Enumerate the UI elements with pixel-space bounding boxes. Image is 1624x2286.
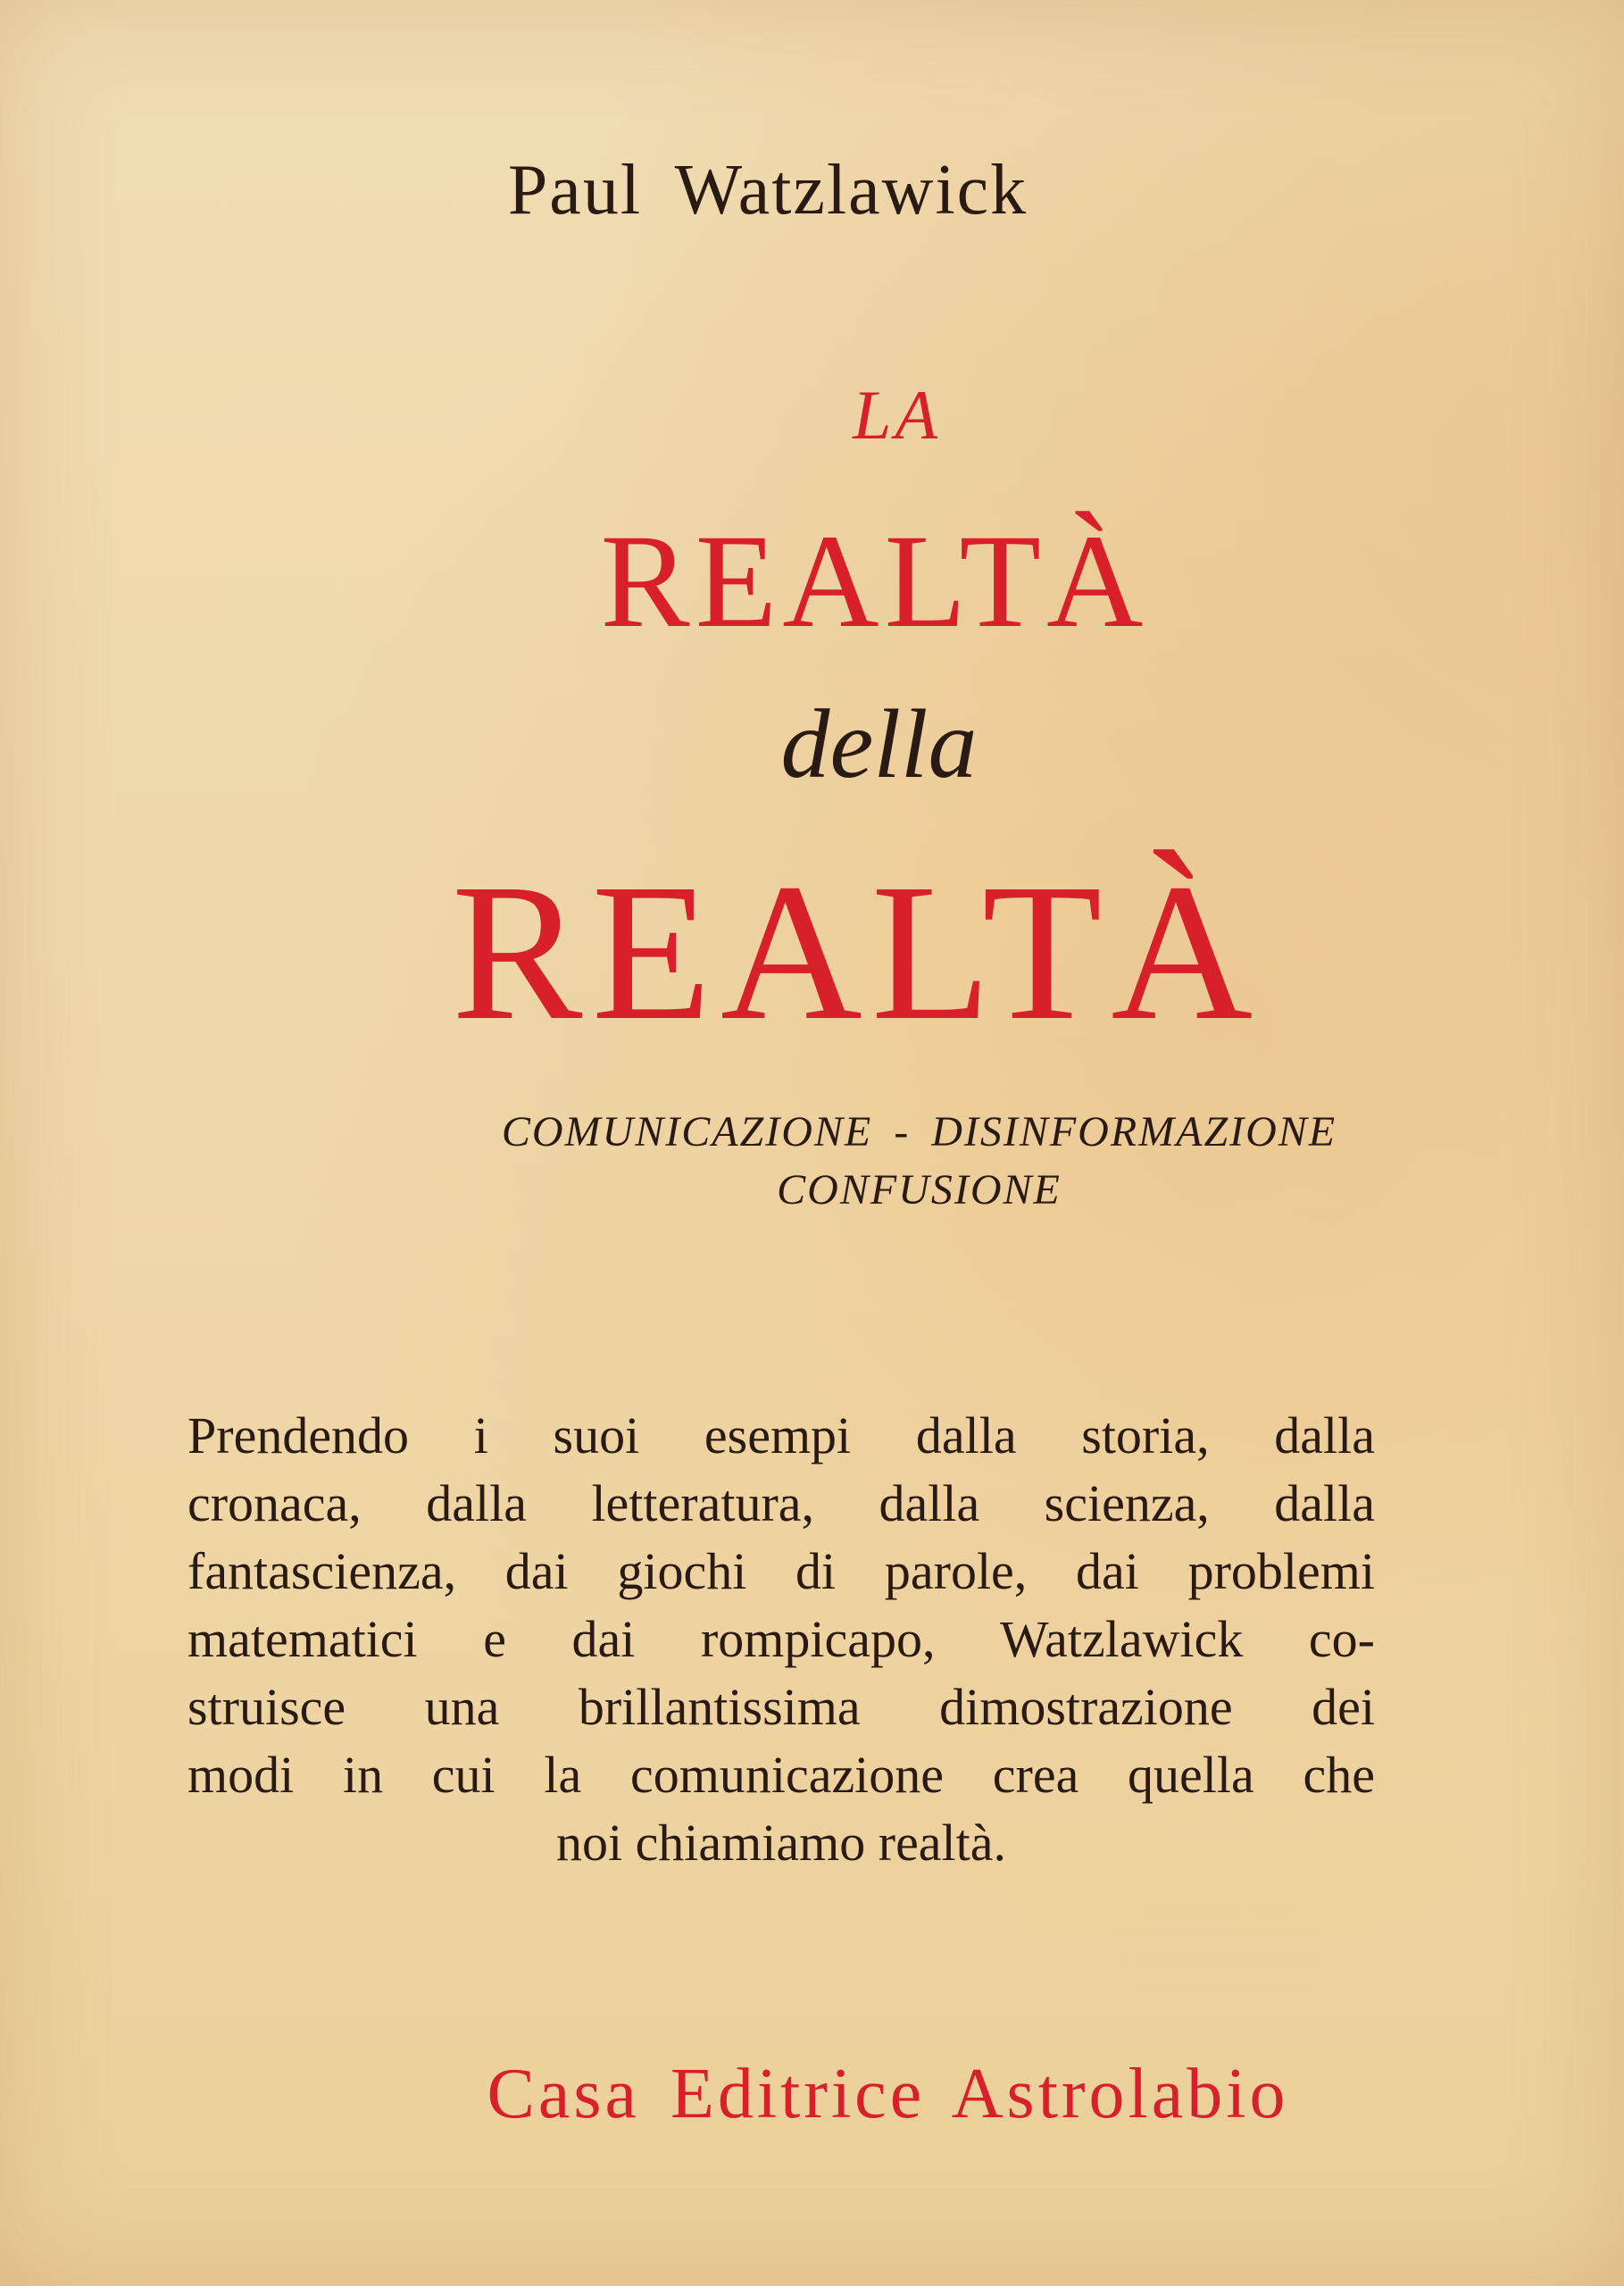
title-article: LA — [852, 376, 942, 454]
publisher-name: Casa Editrice Astrolabio — [487, 2055, 1289, 2133]
cover-blurb — [187, 1402, 1375, 1877]
title-word-1: REALTÀ — [600, 507, 1149, 655]
blurb-line: matematici e dai rompicapo, Watzlawick co- — [187, 1610, 1375, 1668]
title-word-2: REALTÀ — [451, 843, 1262, 1061]
subtitle-line-1: COMUNICAZIONE - DISINFORMAZIONE — [501, 1108, 1337, 1156]
blurb-line: Prendendo i suoi esempi dalla storia, dalla — [187, 1406, 1375, 1464]
blurb-line: noi chiamiamo realtà. — [555, 1814, 1007, 1872]
author-name: Paul Watzlawick — [507, 151, 1029, 229]
blurb-line: cronaca, dalla letteratura, dalla scienza, dalla — [187, 1474, 1375, 1532]
blurb-line: modi in cui la comunicazione crea quella che — [187, 1746, 1375, 1804]
subtitle-line-2: CONFUSIONE — [777, 1166, 1062, 1214]
title-connector: della — [780, 689, 978, 798]
blurb-line: fantascienza, dai giochi di parole, dai problemi — [187, 1542, 1375, 1600]
blurb-line: struisce una brillantissima dimostrazione dei — [187, 1678, 1375, 1736]
